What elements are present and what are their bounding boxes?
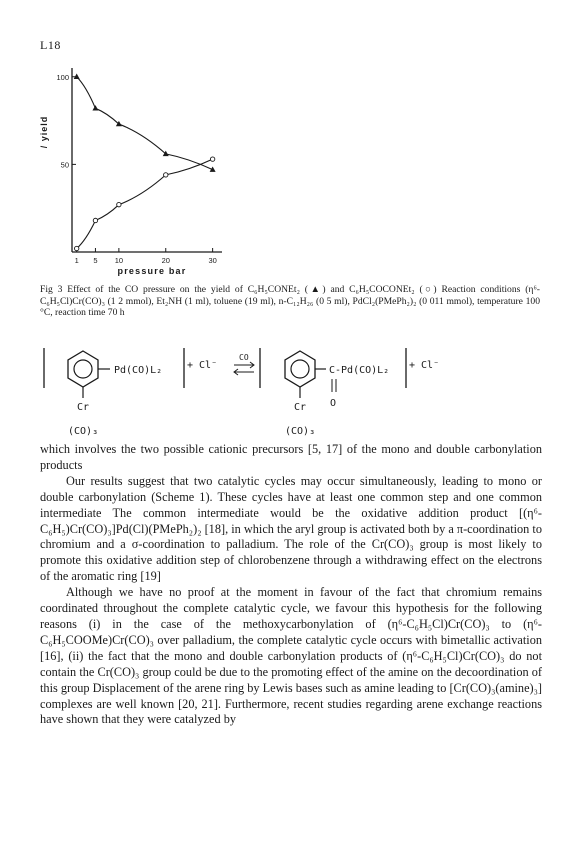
left-arene-circle [74, 360, 92, 378]
x-tick-label: 10 [114, 256, 124, 265]
circle-point [117, 202, 121, 206]
arrow-co-label: CO [239, 353, 249, 362]
right-carbonyl: (CO)₃ [285, 426, 316, 437]
yield-vs-pressure-chart [0, 0, 576, 290]
circle-point [210, 157, 214, 161]
x-tick-label: 1 [74, 256, 79, 265]
circle-point [164, 173, 168, 177]
x-tick-label: 5 [93, 256, 98, 265]
right-pd-group: C-Pd(CO)L₂ [329, 365, 390, 376]
right-arene-ring [285, 351, 315, 387]
page-number: L18 [40, 38, 61, 52]
x-tick-labels [75, 256, 217, 265]
figure-caption [40, 284, 540, 319]
left-pd-group: Pd(CO)L₂ [114, 365, 163, 376]
paragraph-1: which involves the two possible cationic precursors [5, 17] of the mono and double carbonylation products [40, 442, 542, 472]
left-carbonyl: (CO)₃ [68, 426, 99, 437]
x-tick-label: 30 [208, 256, 217, 265]
right-chromium: Cr [294, 402, 307, 413]
paragraph-3: Although we have no proof at the moment in favour of the fact that chromium remains coordinated throughout the complete catalytic cycle, we favour this hypothesis for the following reasons (i) in the case of the methoxycarbonylation of (η⁶-C₆H₅Cl)Cr(CO)₃ to (η⁶-C₆H₅COOMe)Cr(CO)₃ over palladium, the complete catalytic cycle occurs with bimetallic activation [16], (ii) the fact that the mono and double carbonylation products of (η⁶-C₆H₅Cl)Cr(CO)₃ do not contain the Cr(CO)₃ group could be due to the promoting effect of the amine on the decoordination of this group Displacement of the arene ring by Lewis bases such as amine leading to [Cr(CO)₃(amine)₃] complexes are well known [20, 21]. Furthermore, recent studies regarding arene exchange reactions have shown that they were catalyzed by [40, 585, 543, 727]
reaction-scheme [40, 330, 440, 440]
left-counter-ion: + Cl⁻ [187, 360, 218, 371]
right-arene-circle [291, 360, 309, 378]
figure-caption-text: Fig 3 Effect of the CO pressure on the yield of C₆H₅CONEt₂ (▲) and C₆H₅COCONEt₂ (○) Reaction conditions (η⁶-C₆H₅Cl)Cr(CO)₃ (1 2 mmol), Et₂NH (1 ml), toluene (19 ml), n-C₁₂H₂₆ (0 5 ml), PdCl₂(PMePh₂)₂ (0 011 mmol), temperature 100 °C, reaction time 70 h [40, 284, 540, 318]
x-axis-label: pressure bar [117, 266, 187, 276]
circle-point [93, 218, 97, 222]
carbonyl-oxygen: O [330, 398, 337, 409]
series-line-2 [77, 159, 213, 248]
body-text [40, 442, 542, 728]
x-tick-label: 20 [161, 256, 170, 265]
y-axis-label: / yield [39, 115, 49, 149]
y-tick-labels [56, 73, 69, 170]
circle-point [74, 246, 78, 250]
left-chromium: Cr [77, 402, 90, 413]
triangle-point [92, 105, 98, 110]
y-tick-label: 100 [56, 72, 69, 82]
chart-axes [72, 68, 222, 252]
left-arene-ring [68, 351, 98, 387]
y-tick-label: 50 [60, 160, 69, 170]
paragraph-2: Our results suggest that two catalytic cycles may occur simultaneously, leading to mono or double carbonylation (Scheme 1). These cycles have at least one common step and one common intermediate The common intermediate would be the oxidative addition product [(η⁶-C₆H₅)Cr(CO)₃]Pd(Cl)(PMePh₂)₂ [18], in which the aryl group is activated both by a π-coordination to chromium and a σ-coordination to palladium. The role of the Cr(CO)₃ group is most likely to promote this oxidative addition step of chlorobenzene through a withdrawing effect on the electrons of the aromatic ring [19] [40, 473, 542, 584]
series-line-1 [77, 77, 213, 170]
series-curves [77, 77, 213, 249]
right-counter-ion: + Cl⁻ [409, 360, 440, 371]
